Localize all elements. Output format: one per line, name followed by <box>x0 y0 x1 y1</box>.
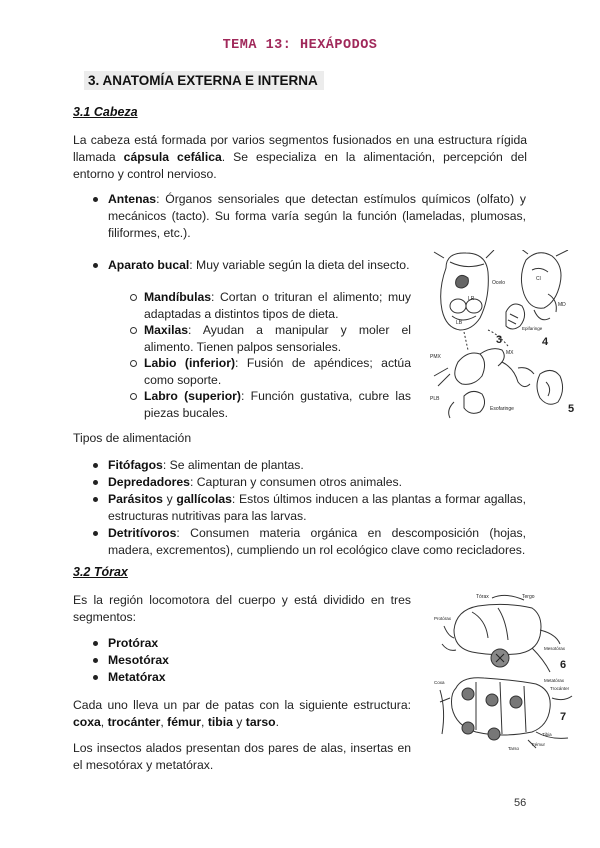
figure-number-7: 7 <box>560 711 567 723</box>
page-title: TEMA 13: HEXÁPODOS <box>222 38 378 53</box>
list-segmentos <box>82 635 282 686</box>
term-gallicolas: gallícolas <box>176 492 232 506</box>
list-item-pieza <box>130 388 411 421</box>
patas-text: Cada uno lleva un par de patas con la siguiente estructura: <box>73 698 411 712</box>
figure-label: Trocánter <box>550 686 570 691</box>
intro-text-a: La cabeza está formada por varios segmentos fusionados en una estructura rígida llamada <box>73 133 527 164</box>
paragraph-patas <box>73 697 411 731</box>
sep: y <box>232 715 246 729</box>
list-item-tipo <box>82 474 526 491</box>
figure-label: PLB <box>430 396 440 402</box>
term-trocanter: trocánter <box>107 715 161 729</box>
figure-mouthparts-drawing <box>428 250 580 428</box>
figure-label: Esofaringe <box>490 406 514 412</box>
figure-label: Metatórax <box>544 678 565 683</box>
list-item-pieza <box>130 322 411 355</box>
term-femur: fémur <box>167 715 202 729</box>
text-fitofagos: : Se alimentan de plantas. <box>162 458 304 472</box>
figure-number-6: 6 <box>560 659 567 671</box>
figure-label: Fémur <box>532 742 546 747</box>
figure-label: MD <box>558 302 566 308</box>
figure-number-5: 5 <box>568 403 575 415</box>
term-metatorax: Metatórax <box>108 670 166 684</box>
tipos-heading: Tipos de alimentación <box>73 431 192 445</box>
text-aparato-bucal: : Muy variable según la dieta del insecto. <box>189 258 410 272</box>
intro-text-b: . Se especializa en la alimentación, percepción del entorno y control nervioso. <box>73 150 528 181</box>
term-detritivoros: Detritívoros <box>108 526 177 540</box>
term-labio: Labio (inferior) <box>144 356 236 370</box>
figure-thorax <box>432 590 580 752</box>
list-item-segmento <box>82 635 282 652</box>
figure-mouthparts <box>428 250 580 428</box>
paragraph-cabeza-intro <box>73 132 527 183</box>
figure-label: LB <box>456 320 463 326</box>
term-antenas: Antenas <box>108 192 157 206</box>
figure-label: Epifaringe <box>522 326 543 331</box>
term-tarso: tarso <box>245 715 276 729</box>
text-antenas: : Órganos sensoriales que detectan estímulos químicos (olfato) y mecánicos (tacto). Su forma varía según la función (lameladas, plumosas, filiformes, etc.). <box>108 192 526 240</box>
list-item-aparato-bucal <box>82 257 422 274</box>
paragraph-torax-intro: Es la región locomotora del cuerpo y está dividido en tres segmentos: <box>73 593 411 624</box>
text-mandibulas: : Cortan o trituran el alimento; muy adaptadas a distintos tipos de dieta. <box>144 290 411 321</box>
list-tipos-alimentacion <box>82 457 526 559</box>
sep: , <box>100 715 108 729</box>
term-tibia: tibia <box>207 715 233 729</box>
term-depredadores: Depredadores <box>108 475 190 489</box>
text-maxilas: : Ayudan a manipular y moler el alimento. Tienen palpos sensoriales. <box>144 323 411 354</box>
figure-label: Coxa <box>434 680 445 685</box>
figure-label: Tarso <box>508 746 520 751</box>
term-parasitos: Parásitos <box>108 492 163 506</box>
list-antenas <box>82 191 526 242</box>
term-fitofagos: Fitófagos <box>108 458 163 472</box>
list-piezas-bucales <box>130 289 411 421</box>
figure-label: Ocelo <box>492 280 506 286</box>
list-item-antenas <box>82 191 526 242</box>
list-item-tipo <box>82 491 526 525</box>
page-number: 56 <box>514 797 527 809</box>
text-labro: : Función gustativa, cubre las piezas bucales. <box>144 389 411 420</box>
sep: . <box>275 715 279 729</box>
figure-label: Mesotórax <box>544 646 566 651</box>
figure-thorax-drawing <box>432 590 580 752</box>
text-labio: : Fusión de apéndices; actúa como soporte. <box>144 356 411 387</box>
figure-label: MX <box>506 350 514 356</box>
figure-label: Tibia <box>542 732 552 737</box>
intro-term-capsula: cápsula cefálica <box>123 150 222 164</box>
list-item-segmento <box>82 669 282 686</box>
figure-number-4: 4 <box>542 336 549 348</box>
figure-number-3: 3 <box>496 334 503 346</box>
figure-label: Tórax <box>476 594 489 600</box>
paragraph-alas: Los insectos alados presentan dos pares de alas, insertas en el mesotórax y metatórax. <box>73 741 411 772</box>
list-item-tipo <box>82 525 526 559</box>
figure-label: LR <box>468 296 475 302</box>
term-mandibulas: Mandíbulas <box>144 290 212 304</box>
term-aparato-bucal: Aparato bucal <box>108 258 190 272</box>
section-title: 3. ANATOMÍA EXTERNA E INTERNA <box>84 71 324 90</box>
term-labro: Labro (superior) <box>144 389 241 403</box>
subsection-title-cabeza: 3.1 Cabeza <box>73 105 138 119</box>
figure-label: Protórax <box>434 616 452 621</box>
sep: , <box>201 715 208 729</box>
term-mesotorax: Mesotórax <box>108 653 169 667</box>
term-maxilas: Maxilas <box>144 323 189 337</box>
text-depredadores: : Capturan y consumen otros animales. <box>189 475 403 489</box>
sep: , <box>160 715 168 729</box>
list-item-segmento <box>82 652 282 669</box>
figure-label: PMX <box>430 354 441 360</box>
list-item-pieza <box>130 355 411 388</box>
list-item-pieza <box>130 289 411 322</box>
text-parasitos: : Estos últimos inducen a las plantas a formar agallas, estructuras nutritivas para las larvas. <box>108 492 527 523</box>
term-coxa: coxa <box>73 715 101 729</box>
term-protorax: Protórax <box>108 636 159 650</box>
list-item-tipo <box>82 457 526 474</box>
subsection-title-torax: 3.2 Tórax <box>73 565 128 579</box>
text-y: y <box>162 492 177 506</box>
figure-label: Cl <box>536 276 541 282</box>
text-detritivoros: : Consumen materia orgánica en descomposición (hojas, madera, excrementos), cumpliendo un rol ecológico clave como recicladores. <box>108 526 526 557</box>
list-bucal <box>82 257 422 274</box>
figure-label: Tergo <box>522 594 535 600</box>
